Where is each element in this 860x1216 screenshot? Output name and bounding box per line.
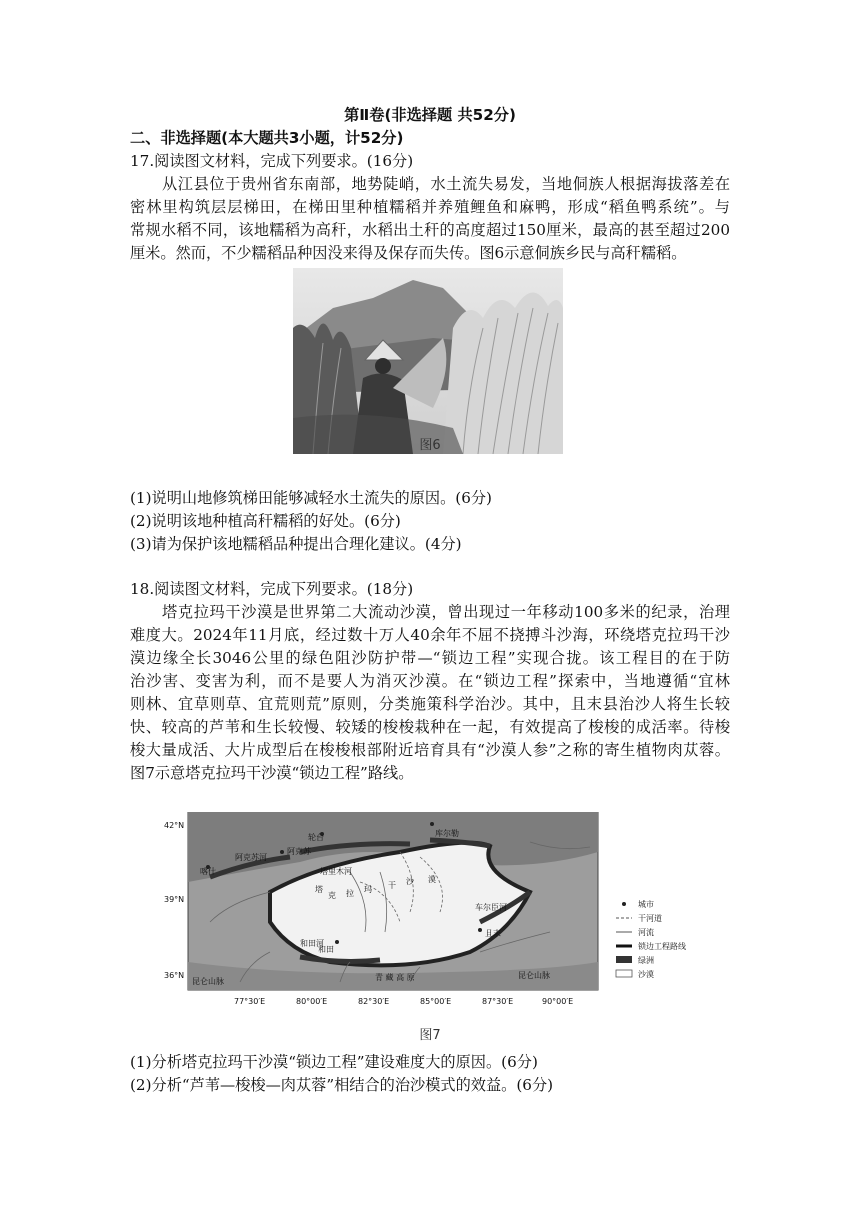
- place-label: 车尔臣河: [475, 903, 507, 912]
- q18-header: 18.阅读图文材料，完成下列要求。(18分): [130, 580, 414, 598]
- q18-para-line: 治沙害、变害为利，而不是要人为消灭沙漠。在“锁边工程”探索中，当地遵循“宜林: [130, 672, 730, 690]
- lat-label: 39°N: [164, 895, 185, 904]
- place-label: 克: [328, 891, 336, 900]
- place-label: 塔里木河: [320, 867, 352, 876]
- lat-label: 42°N: [164, 821, 185, 830]
- legend-label: 城市: [638, 900, 654, 909]
- part-heading: 二、非选择题(本大题共3小题，计52分): [130, 129, 404, 147]
- q17-subq-1: (1)说明山地修筑梯田能够减轻水土流失的原因。(6分): [130, 489, 492, 507]
- q18-para-line: 则林、宜草则草、宜荒则荒”原则，分类施策科学治沙。其中，且末县治沙人将生长较: [130, 695, 730, 713]
- place-label: 昆仑山脉: [518, 971, 550, 980]
- legend-label: 绿洲: [638, 956, 654, 965]
- place-label: 和田河: [300, 939, 324, 948]
- lon-label: 87°30′E: [482, 997, 514, 1006]
- q18-para-line: 塔克拉玛干沙漠是世界第二大流动沙漠，曾出现过一年移动100多米的纪录，治理: [162, 603, 730, 621]
- place-label: 阿克苏: [287, 847, 311, 856]
- section-title: 第Ⅱ卷(非选择题 共52分): [344, 106, 516, 124]
- legend-label: 沙漠: [638, 970, 654, 979]
- q17-subq-3: (3)请为保护该地糯稻品种提出合理化建议。(4分): [130, 535, 462, 553]
- q18-para-line: 图7示意塔克拉玛干沙漠“锁边工程”路线。: [130, 764, 414, 782]
- place-label: 且末: [485, 929, 501, 938]
- place-label: 漠: [428, 875, 436, 884]
- q17-para-line: 密林里构筑层层梯田，在梯田里种植糯稻并养殖鲤鱼和麻鸭，形成“稻鱼鸭系统”。与: [130, 198, 730, 216]
- place-label: 轮台: [308, 833, 324, 842]
- lon-label: 85°00′E: [420, 997, 452, 1006]
- place-label: 库尔勒: [435, 829, 459, 838]
- legend-label: 锁边工程路线: [638, 942, 686, 951]
- q18-subq-1: (1)分析塔克拉玛干沙漠“锁边工程”建设难度大的原因。(6分): [130, 1053, 538, 1071]
- q17-subq-2: (2)说明该地种植高秆糯稻的好处。(6分): [130, 512, 401, 530]
- place-label: 拉: [346, 889, 354, 898]
- lon-label: 80°00′E: [296, 997, 328, 1006]
- figure6-photo: [293, 268, 563, 454]
- legend-label: 河流: [638, 928, 654, 937]
- place-label: 喀什: [200, 867, 216, 876]
- place-label: 沙: [406, 877, 414, 886]
- q18-para-line: 难度大。2024年11月底，经过数十万人40余年不屈不挠搏斗沙海，环绕塔克拉玛干沙: [130, 626, 730, 644]
- map-legend: [616, 899, 686, 979]
- lon-label: 77°30′E: [234, 997, 266, 1006]
- q17-header: 17.阅读图文材料，完成下列要求。(16分): [130, 152, 414, 170]
- q17-para-line: 常规水稻不同，该地糯稻为高秆，水稻出土秆的高度超过150厘米，最高的甚至超过200: [130, 221, 730, 239]
- lon-label: 82°30′E: [358, 997, 390, 1006]
- figure6-caption: 图6: [419, 438, 441, 453]
- place-label: 青 藏 高 原: [375, 973, 415, 982]
- place-label: 和田: [318, 945, 334, 954]
- q17-para-line: 厘米。然而，不少糯稻品种因没来得及保存而失传。图6示意侗族乡民与高秆糯稻。: [130, 244, 687, 262]
- place-label: 昆仑山脉: [192, 977, 224, 986]
- place-label: 干: [388, 881, 396, 890]
- place-label: 塔: [315, 885, 323, 894]
- q18-para-line: 漠边缘全长3046公里的绿色阻沙防护带—“锁边工程”实现合拢。该工程目的在于防: [130, 649, 730, 667]
- q18-para-line: 快、较高的芦苇和生长较慢、较矮的梭梭栽种在一起，有效提高了梭梭的成活率。待梭: [130, 718, 730, 736]
- lon-label: 90°00′E: [542, 997, 574, 1006]
- q18-para-line: 梭大量成活、大片成型后在梭梭根部附近培育具有“沙漠人参”之称的寄生植物肉苁蓉。: [130, 741, 730, 759]
- figure7-caption: 图7: [419, 1028, 441, 1043]
- q17-para-line: 从江县位于贵州省东南部，地势陡峭，水土流失易发，当地侗族人根据海拔落差在: [162, 175, 730, 193]
- legend-label: 干河道: [638, 914, 662, 923]
- figure7-map: [150, 812, 710, 1020]
- place-label: 阿克苏河: [235, 853, 267, 862]
- lat-label: 36°N: [164, 971, 185, 980]
- q18-subq-2: (2)分析“芦苇—梭梭—肉苁蓉”相结合的治沙模式的效益。(6分): [130, 1076, 554, 1094]
- place-label: 玛: [364, 885, 372, 894]
